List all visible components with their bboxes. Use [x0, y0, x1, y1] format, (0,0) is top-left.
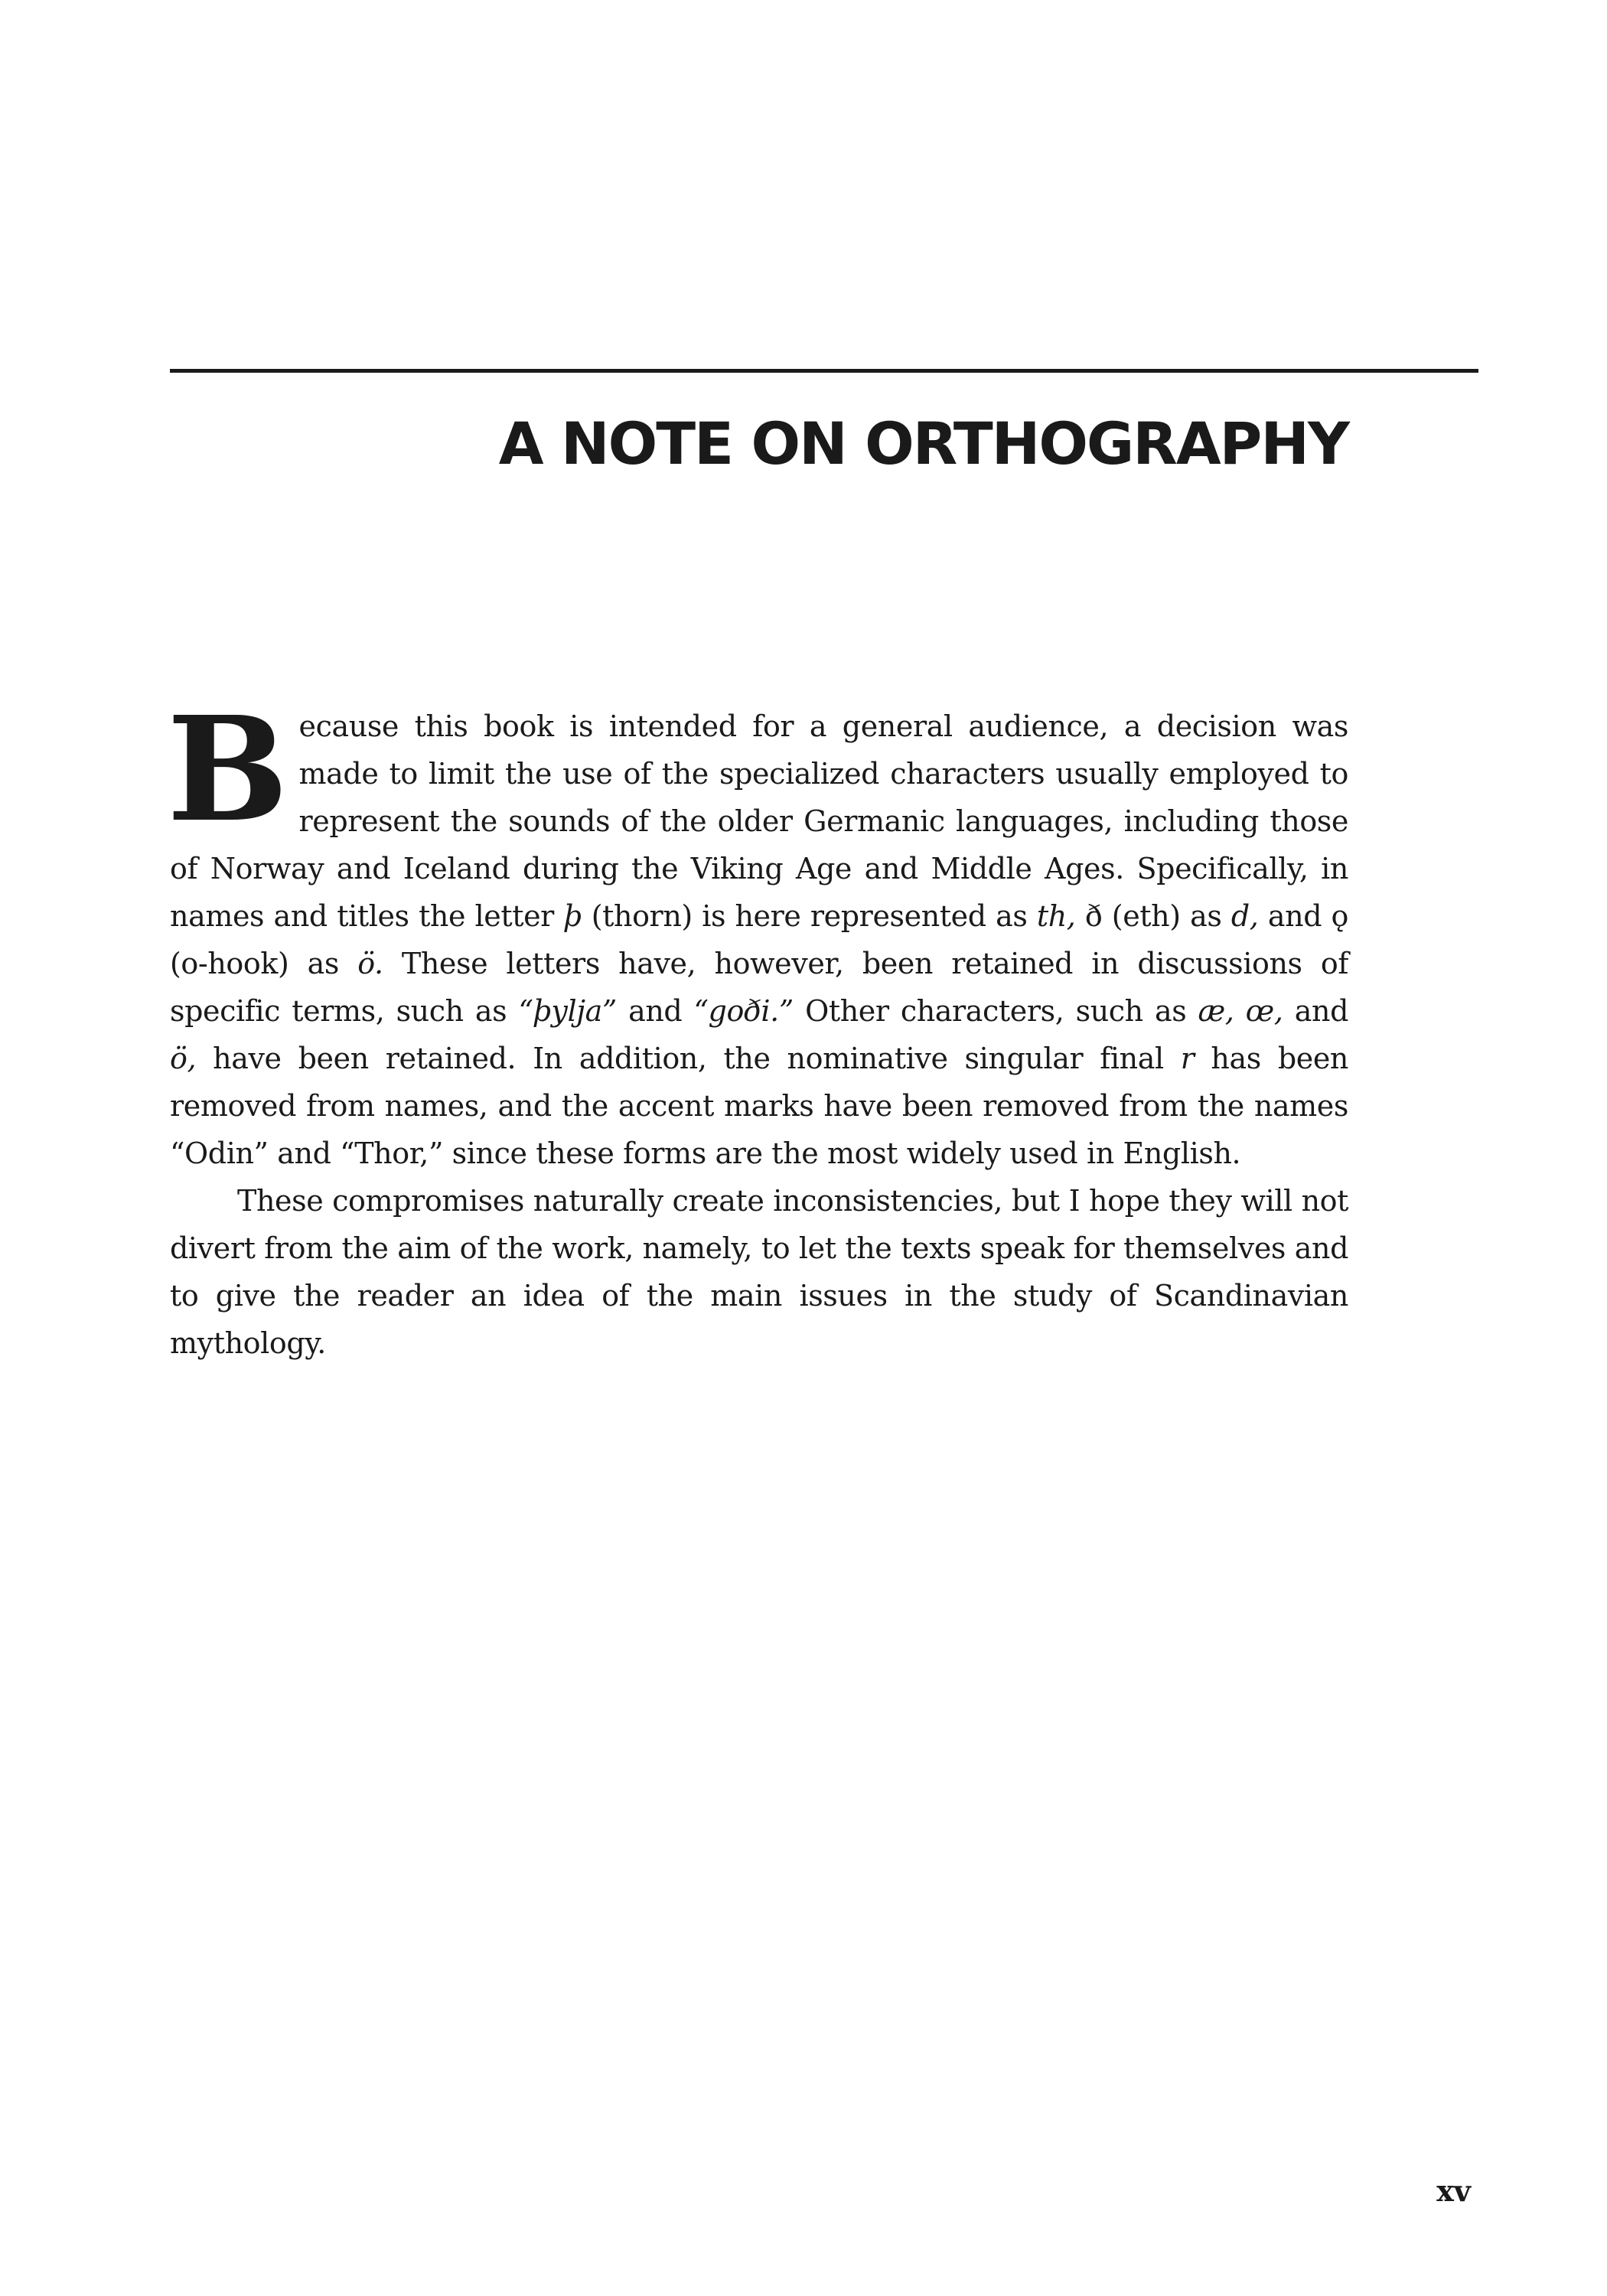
italic-run: th, [1036, 899, 1076, 933]
italic-run: “goði.” [693, 994, 794, 1028]
text-run: have been retained. In addition, the nominative singular final [196, 1042, 1181, 1075]
paragraph-1 [167, 685, 1349, 1177]
italic-run: æ, œ, [1198, 994, 1283, 1028]
text-run: and ǫ (o-hook) as [170, 899, 1348, 980]
italic-run: r [1180, 1042, 1195, 1075]
text-run: ecause this book is intended for a general audience, a decision was made to limit the use of the specialized characters usually employed to represent the sounds of the older Germanic languages, including those of Norway and Iceland during the Viking Age and Middle Ages. Specifically, in names and titles the letter [170, 709, 1348, 933]
text-run: and [616, 994, 694, 1028]
drop-cap: B [167, 685, 288, 854]
text-run: ð (eth) as [1075, 899, 1231, 933]
italic-run: þ [563, 899, 582, 933]
text-run: Other characters, such as [793, 994, 1198, 1028]
italic-run: ö, [170, 1042, 197, 1075]
text-run: has been removed from names, and the accent marks have been removed from the names “Odin” and “Thor,” since these forms are the most widely used in English. [170, 1042, 1348, 1170]
text-run: (thorn) is here represented as [582, 899, 1037, 933]
page-title: A NOTE ON ORTHOGRAPHY [498, 409, 1348, 478]
text-run: These letters have, however, been retained in discussions of specific terms, such as [170, 947, 1349, 1028]
header-rule [170, 369, 1478, 373]
paragraph-2: These compromises naturally create inconsistencies, but I hope they will not divert from the aim of the work, namely, to let the texts speak for themselves and to give the reader an idea of the main issues in the study of Scandinavian mythology. [170, 1184, 1348, 1360]
text-run: and [1283, 994, 1348, 1028]
page-number: xv [1436, 2174, 1471, 2208]
italic-run: “þylja” [518, 994, 617, 1028]
italic-run: ö. [357, 947, 383, 980]
body-text [167, 685, 1349, 1367]
italic-run: d, [1231, 899, 1259, 933]
